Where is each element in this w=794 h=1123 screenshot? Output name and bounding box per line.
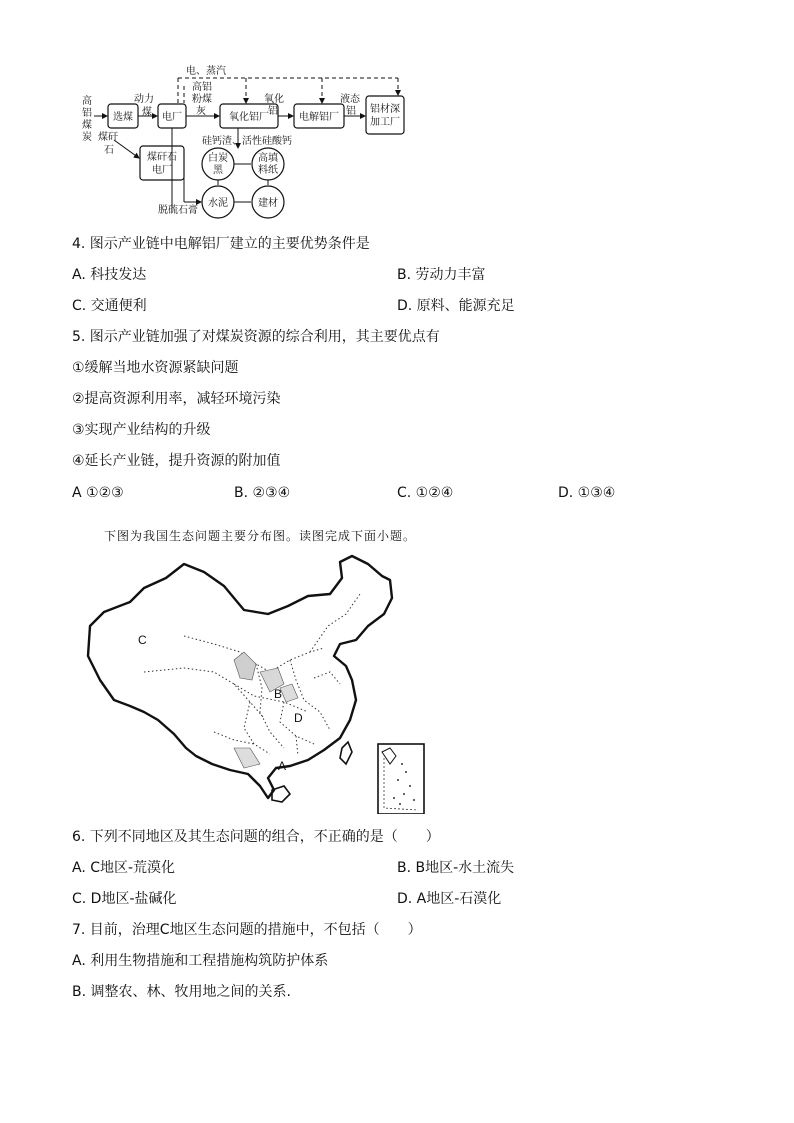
svg-text:电厂: 电厂 xyxy=(152,165,172,176)
q5-item-4: ④延长产业链，提升资源的附加值 xyxy=(72,453,281,469)
svg-text:氧化铝厂: 氧化铝厂 xyxy=(229,112,269,123)
q5-stem: 5. 图示产业链加强了对煤炭资源的综合利用，其主要优点有 xyxy=(72,329,440,345)
svg-text:建材: 建材 xyxy=(258,198,278,209)
label-high-al-coal: 高铝煤炭 xyxy=(82,96,92,143)
map-label-c: C xyxy=(138,633,147,647)
q6-option-c[interactable]: C. D地区-盐碱化 xyxy=(72,891,177,907)
q7-stem: 7. 目前，治理C地区生态问题的措施中，不包括（ ） xyxy=(72,922,422,938)
svg-text:煤矸石: 煤矸石 xyxy=(147,152,177,163)
q7-option-b[interactable]: B. 调整农、林、牧用地之间的关系. xyxy=(72,984,291,1000)
map-label-a: A xyxy=(278,759,287,773)
label-fly-ash: 高铝 xyxy=(192,82,212,93)
q6-stem: 6. 下列不同地区及其生态问题的组合，不正确的是（ ） xyxy=(72,829,440,845)
svg-text:选煤: 选煤 xyxy=(113,112,133,123)
svg-text:加工厂: 加工厂 xyxy=(370,117,400,128)
svg-text:石: 石 xyxy=(104,145,114,156)
label-electricity-steam: 电、蒸汽 xyxy=(186,66,226,77)
box-al-processing xyxy=(366,96,404,134)
label-desulf-gypsum: 脱硫石膏 xyxy=(158,205,198,216)
q4-stem: 4. 图示产业链中电解铝厂建立的主要优势条件是 xyxy=(72,236,370,252)
svg-text:白炭: 白炭 xyxy=(208,153,228,164)
q5-option-c[interactable]: C. ①②④ xyxy=(397,485,454,501)
china-ecology-map xyxy=(84,552,444,814)
q4-option-b[interactable]: B. 劳动力丰富 xyxy=(397,267,486,283)
q4-option-a[interactable]: A. 科技发达 xyxy=(72,267,147,283)
svg-text:铝: 铝 xyxy=(346,106,356,117)
svg-text:水泥: 水泥 xyxy=(208,198,228,209)
svg-text:煤: 煤 xyxy=(142,107,152,118)
svg-text:料纸: 料纸 xyxy=(258,165,278,176)
svg-text:电解铝厂: 电解铝厂 xyxy=(299,112,339,123)
q5-item-1: ①缓解当地水资源紧缺问题 xyxy=(72,360,239,376)
map-intro: 下图为我国生态问题主要分布图。读图完成下面小题。 xyxy=(104,529,417,543)
svg-text:电厂: 电厂 xyxy=(162,112,182,123)
map-label-d: D xyxy=(294,711,303,725)
label-silicocalcium: 硅钙渣、活性硅酸钙 xyxy=(202,136,292,147)
svg-text:灰: 灰 xyxy=(196,106,206,117)
label-alumina: 氧化 xyxy=(264,94,284,105)
svg-text:黑: 黑 xyxy=(213,165,223,176)
label-liquid-al: 液态 xyxy=(340,94,360,105)
q5-item-3: ③实现产业结构的升级 xyxy=(72,422,211,438)
svg-text:铝材深: 铝材深 xyxy=(370,104,400,115)
q4-option-d[interactable]: D. 原料、能源充足 xyxy=(397,298,515,314)
q6-option-a[interactable]: A. C地区-荒漠化 xyxy=(72,860,176,876)
q6-option-d[interactable]: D. A地区-石漠化 xyxy=(397,891,502,907)
hainan-island xyxy=(272,786,290,802)
label-coal-gangue: 煤矸 xyxy=(98,132,118,143)
q6-option-b[interactable]: B. B地区-水土流失 xyxy=(397,860,515,876)
q5-option-d[interactable]: D. ①③④ xyxy=(558,485,616,501)
industry-chain-diagram xyxy=(78,62,418,222)
label-power-coal: 动力 xyxy=(134,94,154,105)
svg-text:铝: 铝 xyxy=(268,106,278,117)
map-label-b: B xyxy=(274,687,283,701)
q5-item-2: ②提高资源利用率，减轻环境污染 xyxy=(72,391,281,407)
taiwan-island xyxy=(340,742,352,764)
q4-option-c[interactable]: C. 交通便利 xyxy=(72,298,147,314)
svg-text:高填: 高填 xyxy=(258,153,278,164)
q5-option-a[interactable]: A ①②③ xyxy=(72,485,124,501)
svg-text:粉煤: 粉煤 xyxy=(192,94,212,105)
south-china-sea-inset xyxy=(378,744,424,814)
q7-option-a[interactable]: A. 利用生物措施和工程措施构筑防护体系 xyxy=(72,953,329,969)
q5-option-b[interactable]: B. ②③④ xyxy=(234,485,291,501)
